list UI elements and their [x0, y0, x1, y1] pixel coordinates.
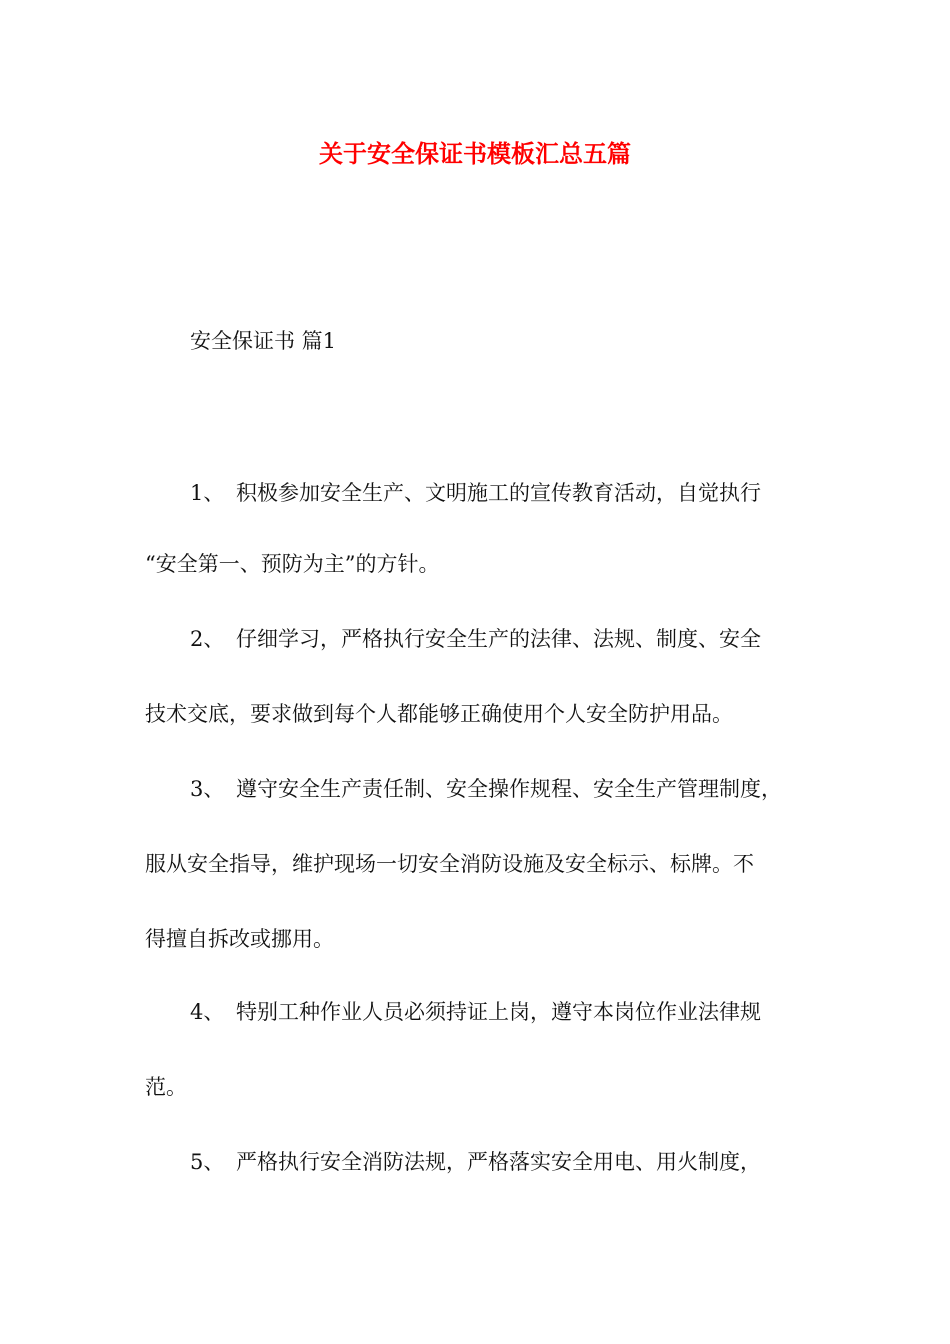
item-5-first-line [190, 1147, 761, 1177]
item-5-text: 严格执行安全消防法规，严格落实安全用电、用火制度， [236, 1150, 761, 1174]
item-1-first-line [190, 478, 761, 508]
item-4-continuation: 范。 [145, 1075, 187, 1099]
item-2-number: 2、 [190, 627, 225, 651]
document-title: 关于安全保证书模板汇总五篇 [319, 139, 631, 168]
item-3-continuation-1: 服从安全指导，维护现场一切安全消防设施及安全标示、标牌。不 [145, 852, 754, 876]
item-3-text: 遵守安全生产责任制、安全操作规程、安全生产管理制度， [236, 777, 782, 801]
item-1-continuation: “安全第一、预防为主”的方针。 [145, 552, 440, 576]
item-1-text: 积极参加安全生产、文明施工的宣传教育活动，自觉执行 [236, 481, 761, 505]
item-4-number: 4、 [190, 1000, 225, 1024]
item-3-number: 3、 [190, 777, 225, 801]
section-heading: 安全保证书 篇1 [190, 329, 337, 353]
item-4-first-line [190, 997, 761, 1027]
item-4-text: 特别工种作业人员必须持证上岗，遵守本岗位作业法律规 [236, 1000, 761, 1024]
item-3-first-line [190, 774, 782, 804]
item-2-continuation: 技术交底，要求做到每个人都能够正确使用个人安全防护用品。 [145, 702, 733, 726]
item-2-text: 仔细学习，严格执行安全生产的法律、法规、制度、安全 [236, 627, 761, 651]
item-1-number: 1、 [190, 481, 225, 505]
item-3-continuation-2: 得擅自拆改或挪用。 [145, 927, 334, 951]
item-2-first-line [190, 624, 761, 654]
item-5-number: 5、 [190, 1150, 225, 1174]
